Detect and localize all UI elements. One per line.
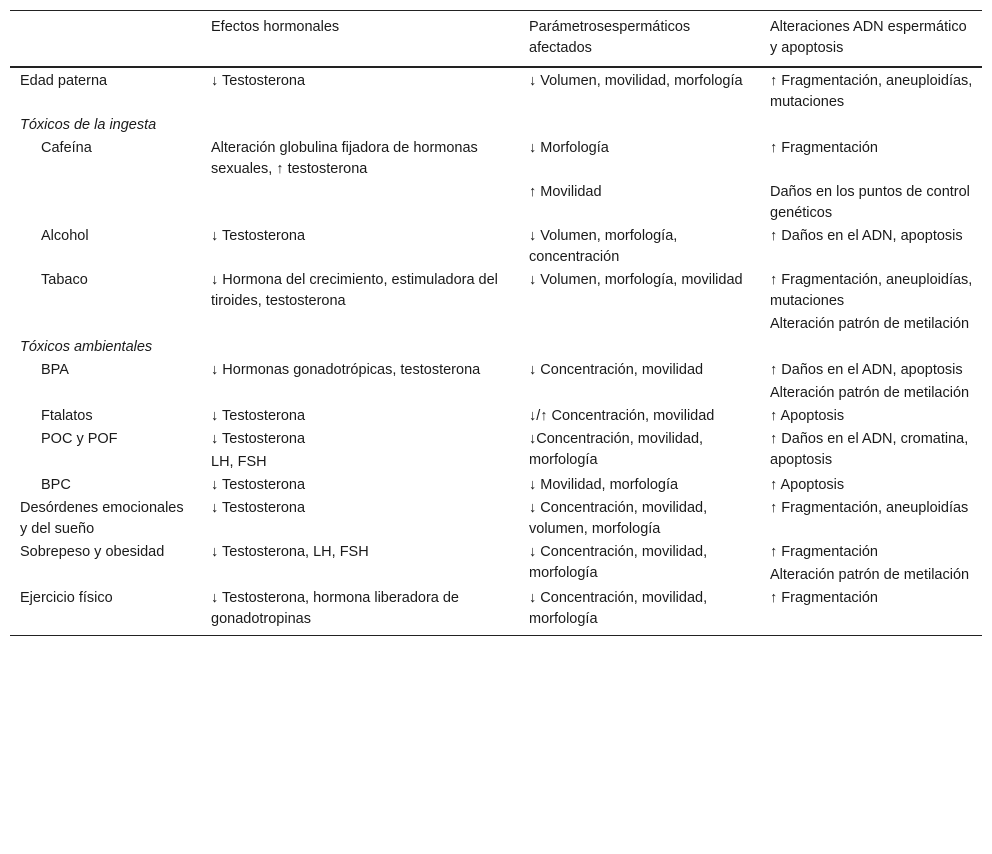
table-row: [10, 270, 982, 337]
cell-params: ↓ Concentración, movilidad, morfología: [529, 544, 708, 581]
cell-hormonal: ↓ Testosterona, hormona liberadora de gonadotropinas: [201, 588, 519, 636]
cell-params: ↓Concentración, movilidad, morfología: [529, 431, 704, 468]
cell-adn: ↑ Fragmentación: [770, 140, 878, 156]
cell-params: ↓ Volumen, movilidad, morfología: [529, 73, 743, 89]
table-container: [10, 10, 982, 636]
table-row: [10, 498, 982, 542]
row-label: POC y POF: [41, 431, 118, 447]
row-label: BPC: [41, 477, 71, 493]
cell-params: ↓/↑ Concentración, movilidad: [529, 408, 715, 424]
row-label: Alcohol: [41, 228, 89, 244]
cell-hormonal: ↓ Testosterona: [211, 408, 306, 424]
table-row: [10, 360, 982, 406]
cell-hormonal: ↓ Testosterona: [211, 73, 306, 89]
cell-adn-line: ↑ Fragmentación, aneuploidías, mutaciones: [770, 272, 973, 309]
cell-hormonal: ↓ Hormonas gonadotrópicas, testosterona: [211, 362, 481, 378]
table-row: [10, 429, 982, 475]
cell-params: ↓ Concentración, movilidad, morfología: [519, 588, 760, 636]
header-adn: Alteraciones ADN espermático y apoptosis: [760, 11, 982, 68]
cell-params: ↓ Volumen, morfología, concentración: [529, 228, 678, 265]
cell-adn-line: Alteración patrón de metilación: [770, 567, 970, 583]
cell-hormonal-line: LH, FSH: [211, 454, 267, 470]
cell-adn-line: ↑ Daños en el ADN, apoptosis: [770, 362, 963, 378]
row-label: Tabaco: [41, 272, 88, 288]
cell-adn-line: ↑ Fragmentación: [770, 544, 878, 560]
cell-hormonal-line: ↓ Testosterona: [211, 431, 306, 447]
cell-adn: ↑ Daños en el ADN, apoptosis: [770, 228, 963, 244]
cell-adn: Daños en los puntos de control genéticos: [770, 184, 970, 221]
cell-hormonal: ↓ Testosterona: [211, 500, 306, 516]
section-row: [10, 115, 982, 138]
cell-params: ↓ Morfología: [529, 140, 609, 156]
table-row: [10, 588, 982, 636]
cell-hormonal: Alteración globulina fijadora de hormonas sexuales, ↑ testosterona: [211, 140, 478, 177]
row-label: BPA: [41, 362, 69, 378]
header-row: [10, 11, 982, 68]
row-label: Desórdenes emocionales y del sueño: [20, 500, 184, 537]
cell-adn: ↑ Fragmentación: [760, 588, 982, 636]
table-row: [10, 542, 982, 588]
cell-params: ↓ Concentración, movilidad: [529, 362, 704, 378]
cell-hormonal: ↓ Hormona del crecimiento, estimuladora del tiroides, testosterona: [211, 272, 498, 309]
row-label: Ftalatos: [41, 408, 93, 424]
cell-adn: [760, 360, 982, 406]
cell-hormonal: ↓ Testosterona: [211, 477, 306, 493]
cell-adn: ↑ Apoptosis: [770, 408, 845, 424]
cell-adn: ↑ Fragmentación, aneuploidías, mutaciones: [770, 73, 973, 110]
cell-adn: ↑ Fragmentación, aneuploidías: [770, 500, 969, 516]
row-label: Sobrepeso y obesidad: [20, 544, 165, 560]
cell-params: ↓ Volumen, morfología, movilidad: [529, 272, 743, 288]
header-params: Parámetrosespermáticos afectados: [519, 11, 760, 68]
table-row: [10, 475, 982, 498]
cell-adn-line: Alteración patrón de metilación: [770, 385, 970, 401]
table-row: [10, 138, 982, 182]
cell-adn: ↑ Apoptosis: [770, 477, 845, 493]
header-hormonal: Efectos hormonales: [201, 11, 519, 68]
cell-params: ↓ Movilidad, morfología: [529, 477, 679, 493]
table-row: [10, 226, 982, 270]
cell-adn: ↑ Daños en el ADN, cromatina, apoptosis: [770, 431, 969, 468]
table-row: [10, 67, 982, 115]
row-label: Edad paterna: [20, 73, 108, 89]
cell-adn-line: Alteración patrón de metilación: [770, 316, 970, 332]
table-row: [10, 182, 982, 226]
row-label: Cafeína: [41, 140, 92, 156]
section-title: Tóxicos ambientales: [20, 339, 153, 355]
cell-adn: [760, 542, 982, 588]
cell-hormonal: ↓ Testosterona: [211, 228, 306, 244]
cell-adn: [760, 270, 982, 337]
cell-hormonal: [201, 182, 519, 226]
data-table: [10, 10, 982, 636]
section-title: Tóxicos de la ingesta: [20, 117, 157, 133]
table-row: [10, 406, 982, 429]
section-row: [10, 337, 982, 360]
cell-params: ↑ Movilidad: [529, 184, 602, 200]
cell-hormonal: [201, 429, 519, 475]
cell-params: ↓ Concentración, movilidad, volumen, morfología: [529, 500, 708, 537]
cell-hormonal: ↓ Testosterona, LH, FSH: [211, 544, 369, 560]
row-label: [10, 182, 201, 226]
row-label: Ejercicio físico: [10, 588, 201, 636]
header-empty: [10, 11, 201, 68]
